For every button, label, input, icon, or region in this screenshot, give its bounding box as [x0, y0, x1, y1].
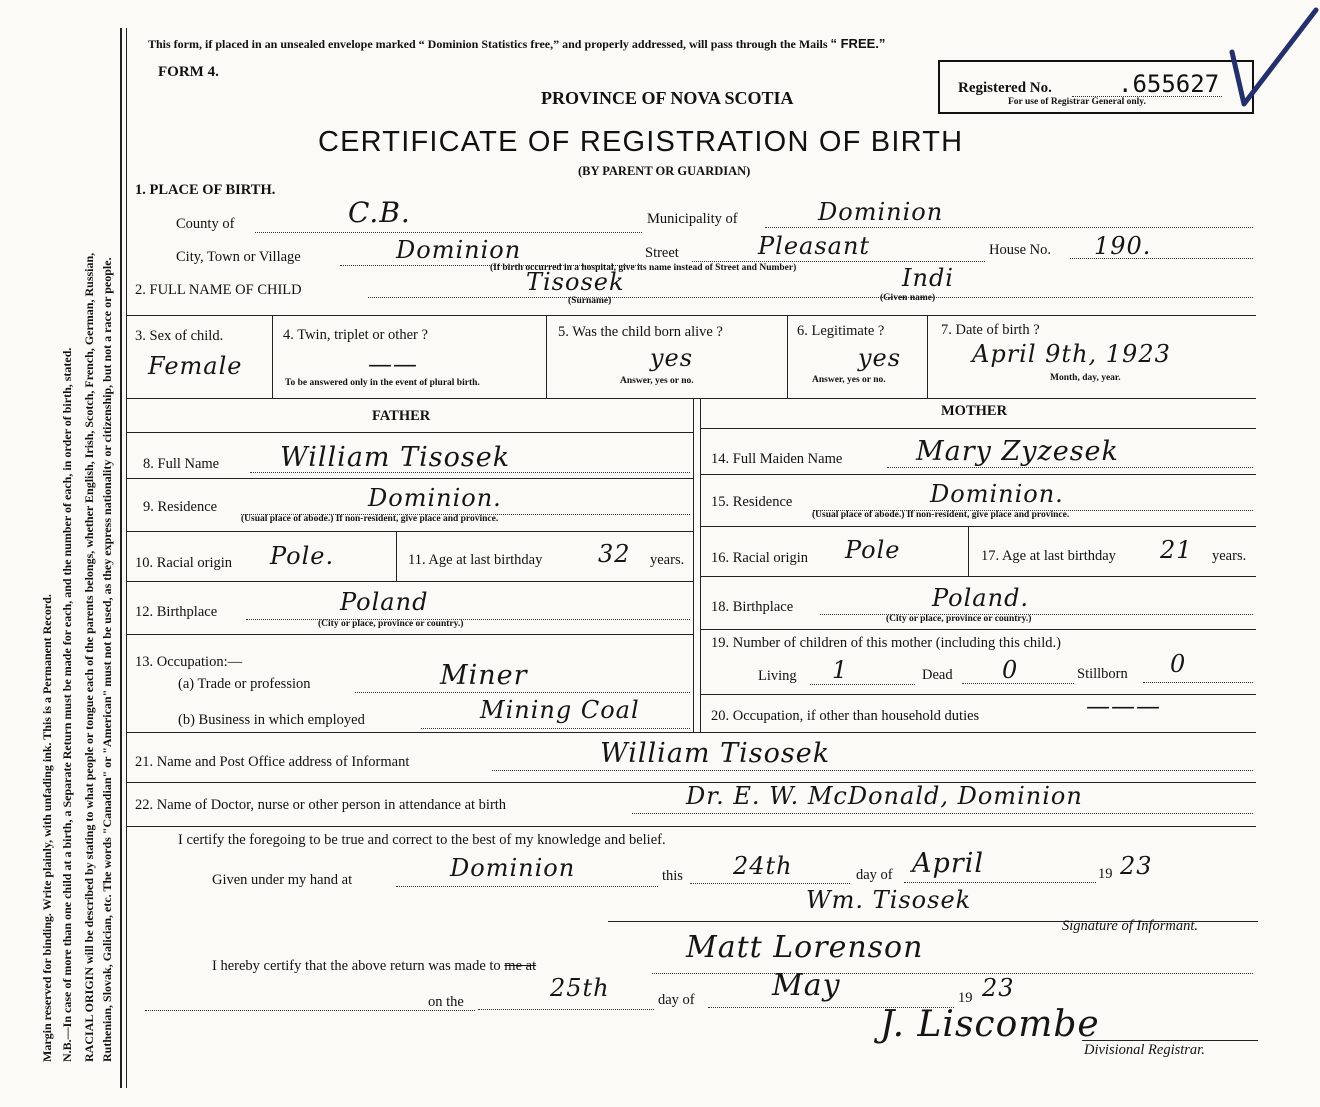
alive-label: 5. Was the child born alive ? — [558, 324, 723, 340]
mother-rule-20 — [700, 694, 1256, 695]
given-year-prefix: 19 — [1098, 866, 1113, 882]
father-racial-label: 10. Racial origin — [135, 555, 233, 571]
dob-value: April 9th, 1923 — [972, 340, 1171, 368]
informant-signature: Wm. Tisosek — [806, 886, 972, 914]
legitimate-value: yes — [858, 344, 902, 372]
given-year-value: 23 — [1120, 852, 1153, 880]
father-age-value: 32 — [598, 540, 631, 568]
child-given-value: Indi — [902, 264, 954, 292]
municipality-value: Dominion — [818, 198, 944, 226]
mailing-notice: This form, if placed in an unsealed envelope marked “ Dominion Statistics free,” and properly addressed, will pass through the Mails “ FREE.” — [148, 36, 886, 51]
father-birthplace-label: 12. Birthplace — [135, 604, 218, 620]
certify-statement: I certify the foregoing to be true and correct to the best of my knowledge and belief. — [178, 832, 666, 848]
twin-label: 4. Twin, triplet or other ? — [283, 327, 428, 343]
sex-label: 3. Sex of child. — [135, 328, 224, 344]
reg-date-dotted-line — [145, 1010, 475, 1011]
mother-birthplace-label: 18. Birthplace — [711, 599, 794, 615]
margin-note-binding: Margin reserved for binding. Write plainly, with unfading ink. This is a Permanent Record. — [40, 594, 54, 1062]
mother-birthplace-line — [820, 614, 1253, 615]
informant-signature-caption: Signature of Informant. — [1062, 918, 1199, 934]
reg-day-value: 25th — [550, 974, 610, 1002]
mother-residence-label: 15. Residence — [711, 494, 793, 510]
registrar-signature-line — [1082, 1040, 1258, 1041]
row3-divider-2 — [546, 315, 547, 398]
street-note: (If birth occurred in a hospital, give its name instead of Street and Number) — [490, 263, 797, 273]
on-the-label: on the — [428, 994, 464, 1010]
county-line — [255, 232, 642, 233]
reg-day-of-label: day of — [658, 992, 695, 1008]
father-birthplace-line — [246, 619, 690, 620]
mother-rule-18 — [700, 576, 1256, 577]
mother-heading-rule — [700, 428, 1256, 429]
registered-number-box — [938, 60, 1254, 114]
city-value: Dominion — [396, 236, 522, 264]
mother-name-line — [887, 467, 1253, 468]
father-heading: FATHER — [372, 408, 431, 424]
day-of-label: day of — [856, 867, 893, 883]
form-number: FORM 4. — [158, 64, 219, 80]
mother-age-value: 21 — [1160, 536, 1193, 564]
informant-line — [492, 770, 1253, 771]
street-line — [692, 261, 985, 262]
father-trade-label: (a) Trade or profession — [178, 676, 311, 692]
house-value: 190. — [1094, 232, 1152, 260]
child-name-line — [368, 297, 1253, 298]
mother-divider-16 — [968, 526, 969, 576]
doctor-value: Dr. E. W. McDonald, Dominion — [686, 782, 1083, 810]
living-line — [810, 684, 915, 685]
father-name-label: 8. Full Name — [143, 456, 220, 472]
dead-value: 0 — [1002, 656, 1019, 684]
this-label: this — [662, 868, 683, 884]
father-residence-note: (Usual place of abode.) If non-resident, give place and province. — [241, 514, 499, 524]
stillborn-label: Stillborn — [1077, 666, 1128, 682]
city-label: City, Town or Village — [176, 249, 301, 265]
dead-label: Dead — [922, 667, 953, 683]
reg-day-line — [478, 1009, 654, 1010]
check-mark-icon — [1226, 6, 1320, 110]
living-label: Living — [758, 668, 797, 684]
child-name-label: 2. FULL NAME OF CHILD — [135, 282, 302, 298]
certificate-title: CERTIFICATE OF REGISTRATION OF BIRTH — [318, 126, 964, 158]
father-business-line — [421, 728, 690, 729]
certificate-subtitle: (BY PARENT OR GUARDIAN) — [578, 164, 751, 178]
father-birthplace-value: Poland — [340, 588, 429, 616]
father-trade-value: Miner — [440, 660, 528, 691]
row3-divider-1 — [272, 315, 273, 398]
father-rule-12 — [126, 581, 693, 582]
registered-label: Registered No. — [958, 80, 1052, 96]
alive-note: Answer, yes or no. — [620, 376, 694, 386]
mother-racial-value: Pole — [845, 536, 901, 564]
father-rule-10 — [126, 531, 693, 532]
living-value: 1 — [832, 656, 849, 684]
registrar-note: For use of Registrar General only. — [1008, 97, 1146, 107]
mother-occupation-value: ——— — [1086, 692, 1161, 720]
street-value: Pleasant — [758, 232, 871, 260]
father-business-label: (b) Business in which employed — [178, 712, 365, 728]
municipality-line — [765, 227, 1253, 228]
house-label: House No. — [989, 242, 1052, 258]
given-place-value: Dominion — [450, 854, 576, 882]
parents-divider-right — [700, 398, 701, 732]
father-years-label: years. — [650, 552, 685, 568]
struck-me-at: me at — [504, 958, 537, 974]
doctor-rule — [126, 826, 1256, 827]
dob-note: Month, day, year. — [1050, 373, 1121, 383]
mother-name-label: 14. Full Maiden Name — [711, 451, 843, 467]
made-to-value: Matt Lorenson — [686, 930, 924, 965]
parents-bottom-rule — [126, 732, 1256, 733]
row3-bottom-rule — [126, 398, 1256, 399]
twin-value: —— — [368, 350, 418, 378]
dob-label: 7. Date of birth ? — [941, 322, 1040, 338]
county-label: County of — [176, 216, 235, 232]
row3-divider-4 — [927, 315, 928, 398]
registered-value: .655627 — [1118, 70, 1220, 98]
mother-rule-16 — [700, 526, 1256, 527]
father-occupation-label: 13. Occupation:— — [135, 654, 243, 670]
legitimate-note: Answer, yes or no. — [812, 375, 886, 385]
registrar-statement: I hereby certify that the above return was made to me at — [212, 958, 537, 974]
mother-birthplace-value: Poland. — [932, 584, 1030, 612]
father-name-value: William Tisosek — [280, 442, 511, 473]
mother-rule-15 — [700, 474, 1256, 475]
mother-occupation-label: 20. Occupation, if other than household duties — [711, 708, 980, 724]
mother-heading: MOTHER — [941, 403, 1008, 419]
reg-month-value: May — [772, 968, 841, 1003]
given-day-line — [690, 883, 850, 884]
father-rule-13 — [126, 634, 693, 635]
street-label: Street — [645, 245, 679, 261]
stillborn-line — [1143, 682, 1253, 683]
father-racial-value: Pole. — [270, 542, 335, 570]
given-month-value: April — [912, 848, 984, 879]
alive-value: yes — [650, 344, 694, 372]
mother-years-label: years. — [1212, 548, 1247, 564]
margin-note-racial-origin: RACIAL ORIGIN will be described by stating to what people or tongue each of the parents belongs, whether English, Irish, Scotch, French, German, Russian, — [82, 252, 96, 1062]
row3-top-rule — [126, 315, 1256, 316]
doctor-label: 22. Name of Doctor, nurse or other person in attendance at birth — [135, 797, 507, 813]
doctor-line — [632, 813, 1253, 814]
given-month-line — [904, 882, 1096, 883]
informant-label: 21. Name and Post Office address of Informant — [135, 754, 410, 770]
margin-note-racial-origin-2: Ruthenian, Slovak, Galician, etc. The words "Canadian" or "American" must not be used, as they express nationality or citizenship, but not a race or people. — [100, 257, 114, 1062]
left-border-inner — [126, 28, 127, 1088]
given-name-note: (Given name) — [880, 293, 936, 303]
mother-residence-note: (Usual place of abode.) If non-resident, give place and province. — [812, 510, 1070, 520]
left-border-outer — [120, 28, 122, 1088]
margin-note-multiple-births: N.B.—In case of more than one child at a birth, a Separate Return must be made for each, and the number of each, in order of birth, stated. — [60, 347, 74, 1062]
father-rule-9 — [126, 478, 693, 479]
legitimate-label: 6. Legitimate ? — [797, 323, 885, 339]
father-divider-10 — [396, 531, 397, 581]
child-surname-value: Tisosek — [526, 268, 625, 296]
surname-note: (Surname) — [568, 296, 612, 306]
given-place-line — [396, 886, 658, 887]
given-day-value: 24th — [733, 852, 793, 880]
father-residence-value: Dominion. — [368, 484, 502, 512]
twin-note: To be answered only in the event of plural birth. — [285, 378, 480, 388]
registrar-signature: J. Liscombe — [880, 1004, 1100, 1045]
mother-age-label: 17. Age at last birthday — [981, 548, 1116, 564]
sex-value: Female — [148, 352, 243, 380]
place-of-birth-label: 1. PLACE OF BIRTH. — [135, 182, 276, 198]
row3-divider-3 — [787, 315, 788, 398]
reg-year-prefix: 19 — [958, 990, 973, 1006]
mother-rule-19 — [700, 629, 1256, 630]
children-count-label: 19. Number of children of this mother (including this child.) — [711, 635, 1061, 651]
registrar-caption: Divisional Registrar. — [1084, 1042, 1205, 1058]
parents-divider-left — [693, 398, 694, 732]
father-residence-label: 9. Residence — [143, 499, 218, 515]
father-business-value: Mining Coal — [480, 696, 640, 724]
mother-birthplace-note: (City or place, province or country.) — [886, 614, 1032, 624]
mother-name-value: Mary Zyzesek — [916, 436, 1119, 467]
mother-racial-label: 16. Racial origin — [711, 550, 809, 566]
province-title: PROVINCE OF NOVA SCOTIA — [541, 88, 794, 108]
municipality-label: Municipality of — [647, 211, 738, 227]
father-birthplace-note: (City or place, province or country.) — [318, 619, 464, 629]
father-heading-rule — [126, 432, 693, 433]
given-label: Given under my hand at — [212, 872, 353, 888]
father-age-label: 11. Age at last birthday — [408, 552, 543, 568]
informant-value: William Tisosek — [600, 738, 831, 769]
made-to-line — [652, 973, 1253, 974]
father-trade-line — [355, 692, 690, 693]
county-value: C.B. — [348, 196, 411, 229]
mother-residence-value: Dominion. — [930, 480, 1064, 508]
stillborn-value: 0 — [1170, 650, 1187, 678]
reg-year-value: 23 — [982, 974, 1015, 1002]
